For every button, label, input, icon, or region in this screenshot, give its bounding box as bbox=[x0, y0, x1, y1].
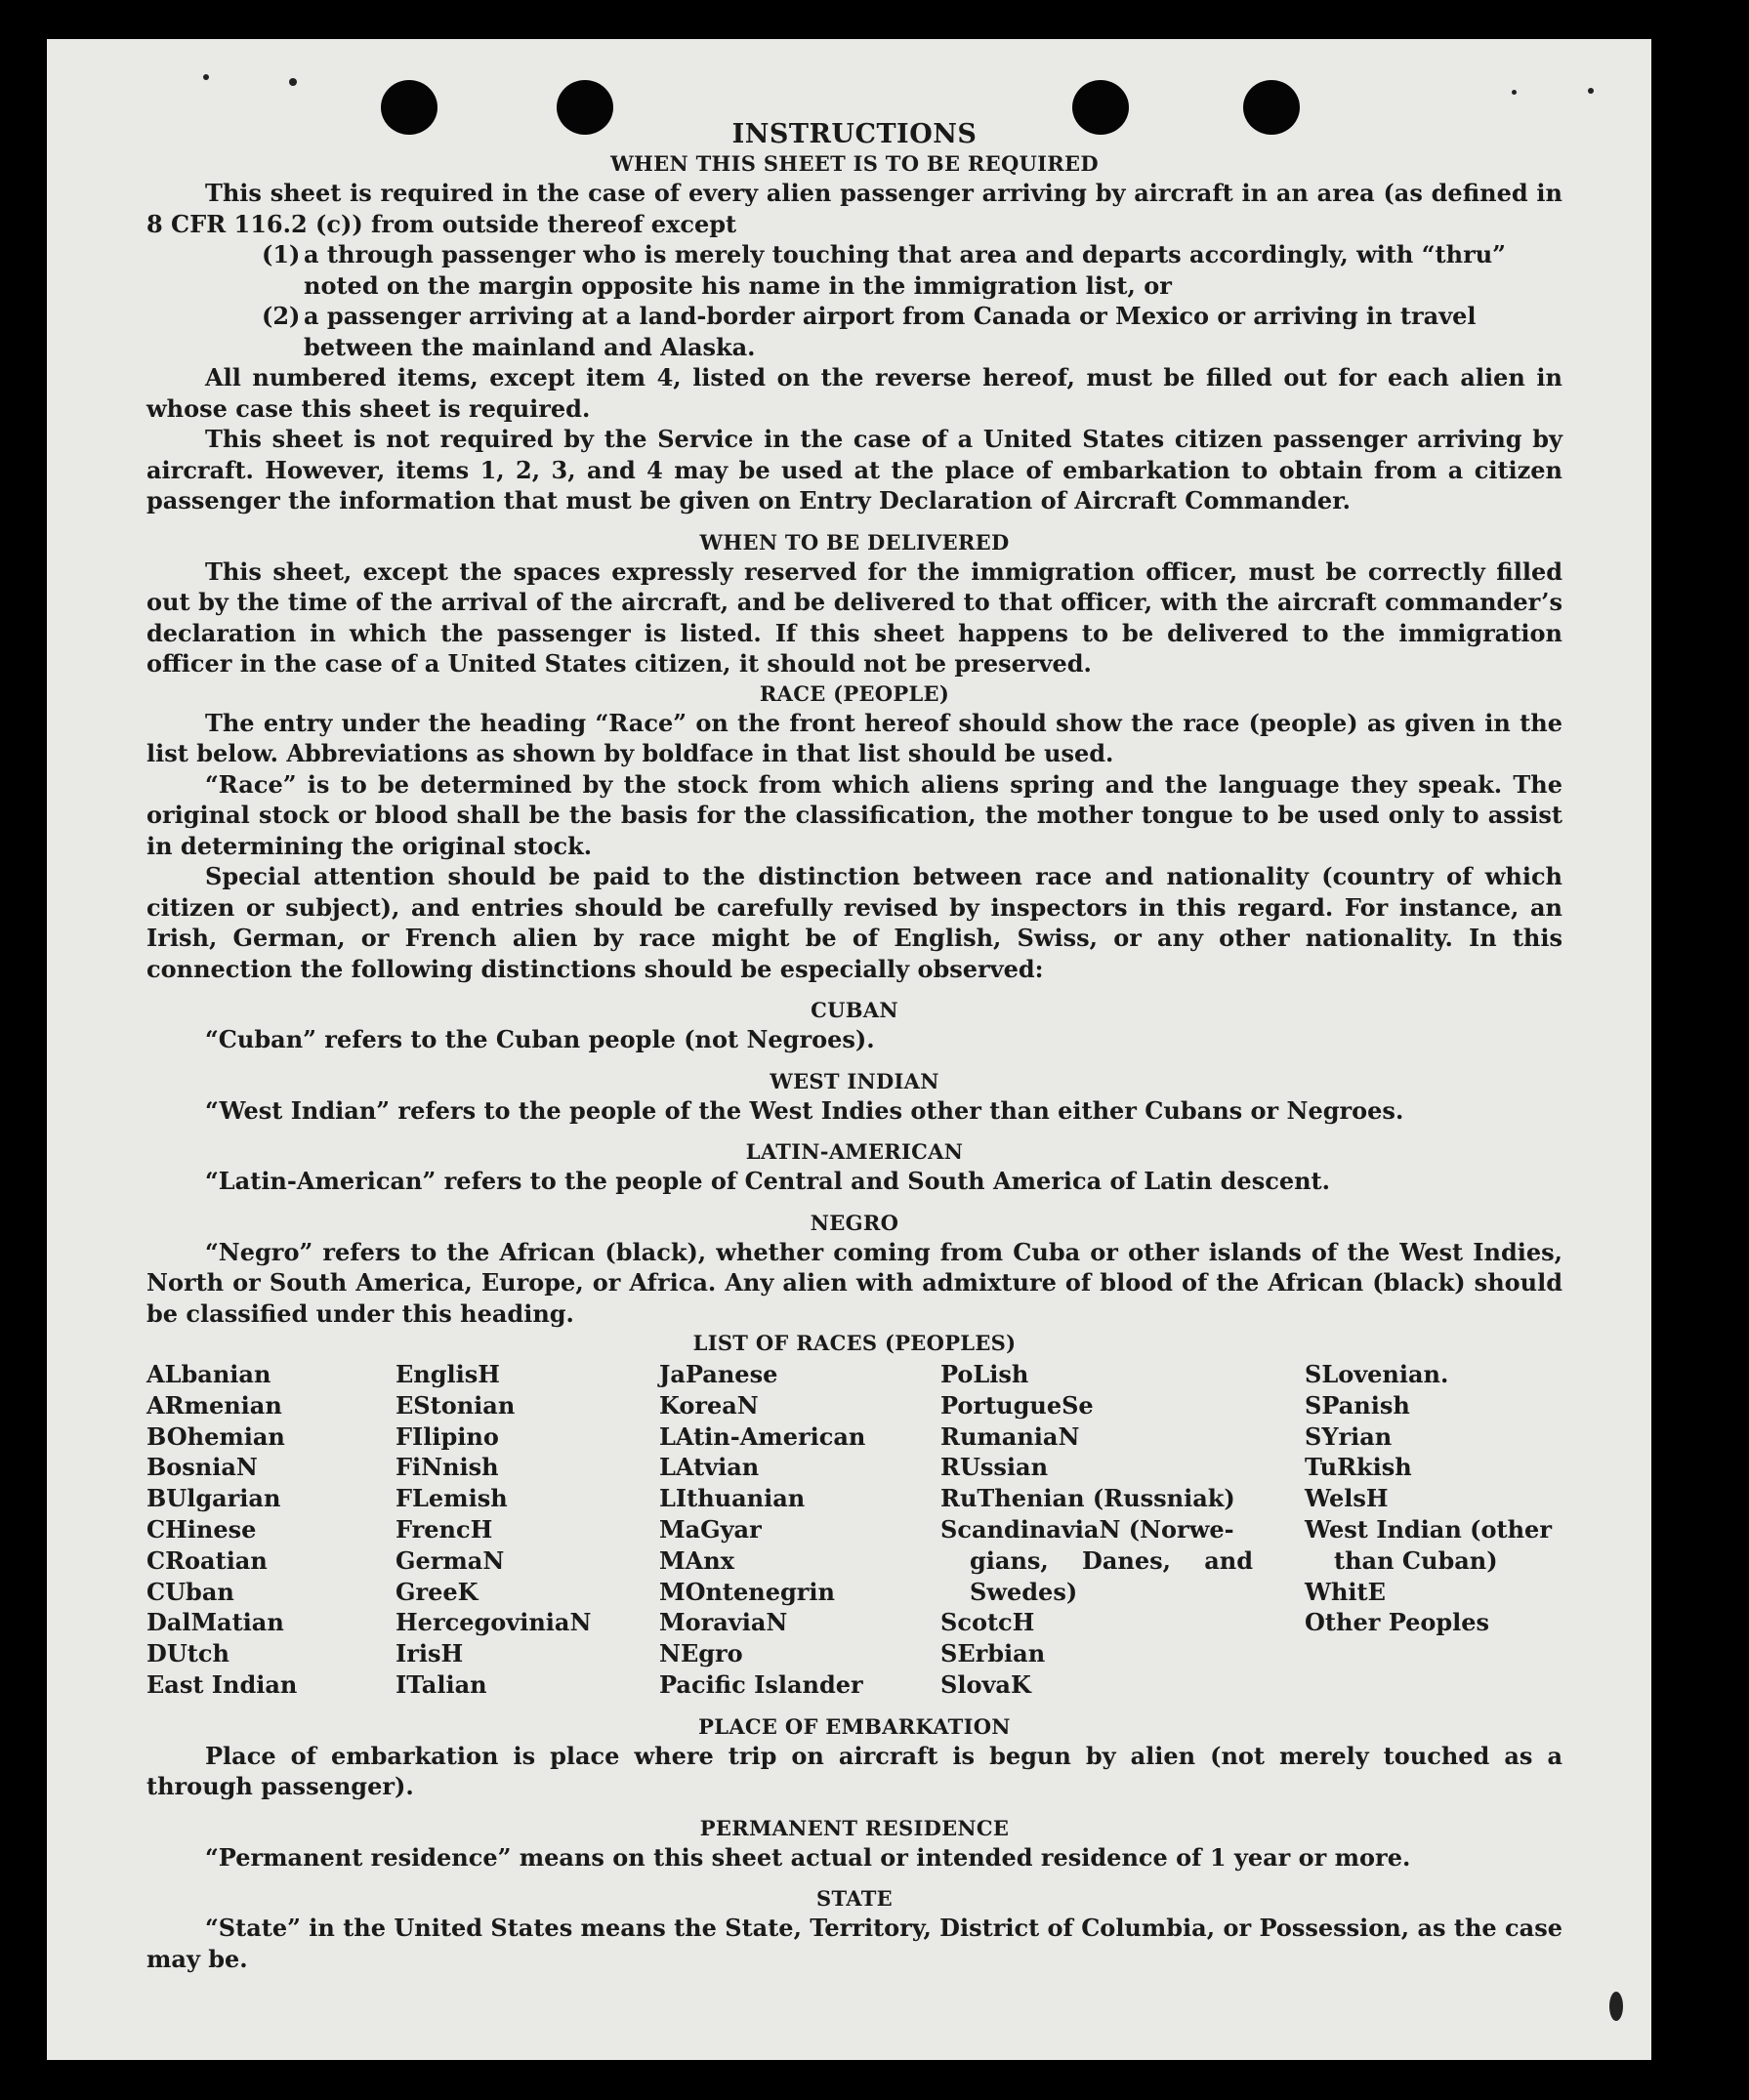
exception-item bbox=[146, 239, 1562, 301]
speck bbox=[203, 74, 209, 80]
race-entry: BosniaN bbox=[146, 1453, 258, 1482]
race-column bbox=[1305, 1359, 1562, 1701]
race-entry: CRoatian bbox=[146, 1545, 268, 1575]
race-entry: RuThenian (Russniak) bbox=[940, 1484, 1235, 1513]
race-entry: LAtvian bbox=[659, 1453, 760, 1482]
speck bbox=[1609, 1992, 1623, 2021]
document-page bbox=[47, 39, 1651, 2060]
race-entry: FLemish bbox=[396, 1484, 508, 1513]
section-heading-negro: NEGRO bbox=[810, 1210, 899, 1235]
paragraph: “West Indian” refers to the people of the West Indies other than either Cubans or Negroes. bbox=[205, 1095, 1404, 1125]
race-entry: MaGyar bbox=[659, 1514, 762, 1544]
race-list bbox=[146, 1359, 1562, 1701]
paragraph: “Permanent residence” means on this sheet actual or intended residence of 1 year or more. bbox=[205, 1842, 1411, 1872]
race-entry: IrisH bbox=[396, 1639, 464, 1668]
race-entry: East Indian bbox=[146, 1669, 298, 1699]
race-column bbox=[396, 1359, 659, 1701]
race-entry: Swedes) bbox=[970, 1577, 1078, 1606]
race-column bbox=[146, 1359, 396, 1701]
paragraph: This sheet is required in the case of every alien passenger arriving by aircraft in an area (as defined in 8 CFR 116.2 (c)) from outside thereof except bbox=[146, 179, 1562, 238]
paragraph: This sheet, except the spaces expressly reserved for the immigration officer, must be correctly filled out by the time of the arrival of the aircraft, and be delivered to that officer, with the aircraft commander’s declaration in which the passenger is listed. If this sheet happens to be delivered to the immigration officer in the case of a United States citizen, it should not be preserved. bbox=[146, 556, 1562, 678]
race-entry: PortugueSe bbox=[940, 1390, 1094, 1420]
race-entry: JaPanese bbox=[659, 1360, 778, 1388]
race-entry: FiNnish bbox=[396, 1453, 499, 1482]
race-entry: RUssian bbox=[940, 1453, 1049, 1482]
race-entry: Other Peoples bbox=[1305, 1608, 1490, 1637]
race-entry: ALbanian bbox=[146, 1360, 271, 1388]
race-entry: ARmenian bbox=[146, 1390, 282, 1420]
race-column bbox=[659, 1359, 940, 1701]
race-entry: ScotcH bbox=[940, 1608, 1035, 1637]
race-entry: GermaN bbox=[396, 1545, 505, 1575]
race-entry: GreeK bbox=[396, 1577, 479, 1606]
race-entry: DUtch bbox=[146, 1639, 229, 1668]
race-entry: CHinese bbox=[146, 1514, 257, 1544]
race-entry: TuRkish bbox=[1305, 1453, 1412, 1482]
race-entry: BOhemian bbox=[146, 1421, 285, 1451]
race-entry: PoLish bbox=[940, 1360, 1029, 1388]
race-entry: SErbian bbox=[940, 1639, 1046, 1668]
race-entry: SLovenian. bbox=[1305, 1360, 1449, 1388]
paragraph: “Latin-American” refers to the people of Central and South America of Latin descent. bbox=[205, 1167, 1330, 1195]
speck bbox=[1512, 90, 1517, 95]
race-entry: than Cuban) bbox=[1334, 1545, 1498, 1575]
race-entry: CUban bbox=[146, 1577, 234, 1606]
paragraph: “State” in the United States means the State, Territory, District of Columbia, or Possession, as the case may be. bbox=[146, 1914, 1562, 1973]
section-heading-embarkation: PLACE OF EMBARKATION bbox=[698, 1713, 1011, 1739]
section-heading-race: RACE (PEOPLE) bbox=[759, 680, 950, 706]
race-entry: SPanish bbox=[1305, 1390, 1410, 1420]
race-entry: West Indian (other bbox=[1305, 1514, 1552, 1544]
race-entry: ITalian bbox=[396, 1669, 487, 1699]
exception-text: a through passenger who is merely touching that area and departs accordingly, with “thru” noted on the margin opposite his name in the immigration list, or bbox=[304, 240, 1506, 300]
race-entry: FrencH bbox=[396, 1514, 493, 1544]
race-entry: KoreaN bbox=[659, 1390, 759, 1420]
section-heading-latin-american: LATIN-AMERICAN bbox=[745, 1139, 964, 1164]
paragraph: All numbered items, except item 4, listed on the reverse hereof, must be filled out for each alien in whose case this sheet is required. bbox=[146, 363, 1562, 423]
race-entry: SlovaK bbox=[940, 1669, 1031, 1699]
race-entry: LIthuanian bbox=[659, 1484, 806, 1513]
race-entry: HercegoviniaN bbox=[396, 1608, 592, 1637]
section-heading-required: WHEN THIS SHEET IS TO BE REQUIRED bbox=[610, 151, 1099, 176]
race-entry: SYrian bbox=[1305, 1421, 1393, 1451]
race-column bbox=[940, 1359, 1305, 1701]
race-entry: WelsH bbox=[1305, 1484, 1389, 1513]
race-entry: Pacific Islander bbox=[659, 1669, 863, 1699]
race-entry: LAtin-American bbox=[659, 1421, 866, 1451]
race-entry: and bbox=[1204, 1545, 1253, 1575]
paragraph: Special attention should be paid to the distinction between race and nationality (country of which citizen or subject), and entries should be carefully revised by inspectors in this regard. For instance, an Irish, German, or French alien by race might be of English, Swiss, or any other nationality. In this connection the following distinctions should be especially observed: bbox=[146, 862, 1562, 983]
race-entry: MAnx bbox=[659, 1545, 734, 1575]
section-heading-state: STATE bbox=[816, 1886, 893, 1912]
exception-number: (1) bbox=[262, 240, 301, 268]
race-entry: MoraviaN bbox=[659, 1608, 788, 1637]
race-entry: WhitE bbox=[1305, 1577, 1386, 1606]
speck bbox=[1588, 88, 1594, 94]
paragraph: “Negro” refers to the African (black), whether coming from Cuba or other islands of the West Indies, North or South America, Europe, or Africa. Any alien with admixture of blood of the African (black) should be classified under this heading. bbox=[146, 1237, 1562, 1328]
race-entry: FIlipino bbox=[396, 1421, 499, 1451]
race-entry: NEgro bbox=[659, 1639, 743, 1668]
race-entry: gians, bbox=[970, 1545, 1049, 1575]
paragraph: This sheet is not required by the Service in the case of a United States citizen passenger arriving by aircraft. However, items 1, 2, 3, and 4 may be used at the place of embarkation to obtain from a citizen passenger the information that must be given on Entry Declaration of Aircraft Commander. bbox=[146, 425, 1562, 515]
section-heading-delivered: WHEN TO BE DELIVERED bbox=[699, 529, 1010, 555]
race-entry: EStonian bbox=[396, 1390, 516, 1420]
race-entry: BUlgarian bbox=[146, 1484, 281, 1513]
paragraph: The entry under the heading “Race” on the front hereof should show the race (people) as given in the list below. Abbreviations as shown by boldface in that list should be used. bbox=[146, 708, 1562, 767]
race-entry: MOntenegrin bbox=[659, 1577, 835, 1606]
section-heading-west-indian: WEST INDIAN bbox=[770, 1068, 939, 1093]
section-heading-cuban: CUBAN bbox=[811, 998, 898, 1022]
race-entry: ScandinaviaN (Norwe- bbox=[940, 1514, 1234, 1544]
race-continuation bbox=[940, 1545, 1305, 1577]
paragraph: “Race” is to be determined by the stock from which aliens spring and the language they speak. The original stock or blood shall be the basis for the classification, the mother tongue to be used only to assist in determining the original stock. bbox=[146, 769, 1562, 860]
page-title: INSTRUCTIONS bbox=[731, 119, 978, 149]
section-heading-list: LIST OF RACES (PEOPLES) bbox=[692, 1331, 1017, 1355]
race-entry: Danes, bbox=[1082, 1545, 1171, 1575]
exception-item bbox=[146, 301, 1562, 362]
section-heading-residence: PERMANENT RESIDENCE bbox=[699, 1815, 1010, 1840]
exception-text: a passenger arriving at a land-border airport from Canada or Mexico or arriving in travel between the mainland and Alaska. bbox=[304, 302, 1477, 361]
paragraph: “Cuban” refers to the Cuban people (not Negroes). bbox=[205, 1025, 875, 1053]
speck bbox=[289, 78, 297, 86]
exception-number: (2) bbox=[262, 302, 301, 330]
paragraph: Place of embarkation is place where trip on aircraft is begun by alien (not merely touched as a through passenger). bbox=[146, 1741, 1562, 1801]
race-entry: EnglisH bbox=[396, 1360, 500, 1388]
race-entry: DalMatian bbox=[146, 1608, 284, 1637]
race-entry: RumaniaN bbox=[940, 1421, 1080, 1451]
document-body bbox=[146, 115, 1562, 1974]
